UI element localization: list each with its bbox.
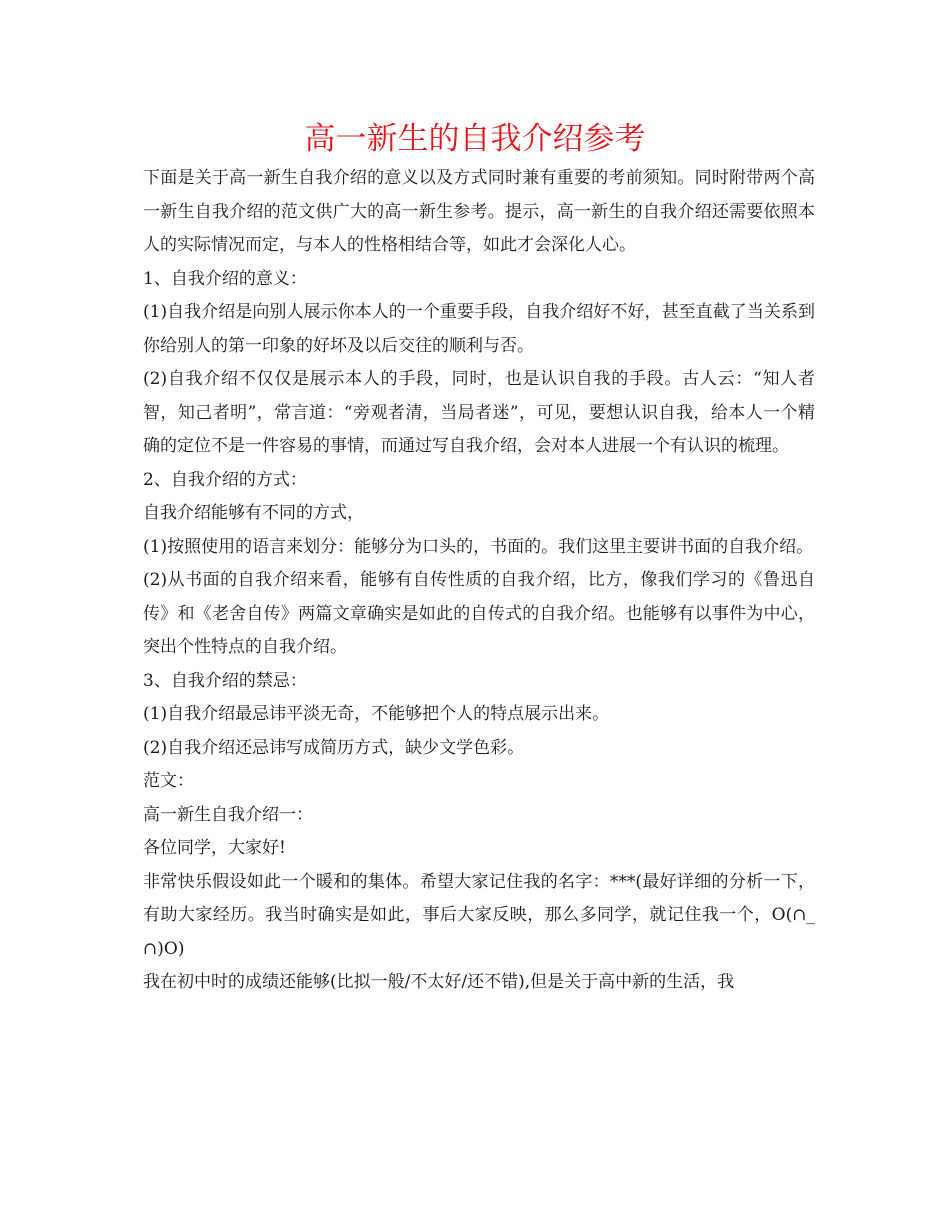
meaning-point-2: (2)自我介绍不仅仅是展示本人的手段，同时，也是认识自我的手段。古人云：“知人者智，知己者明”，常言道：“旁观者清，当局者迷”，可见，要想认识自我，给本人一个精确的定位不是一件容易的事情，而通过写自我介绍，会对本人进展一个有认识的梳理。 bbox=[143, 369, 815, 456]
example-1-heading: 高一新生自我介绍一： bbox=[143, 804, 313, 825]
intro-paragraph: 下面是关于高一新生自我介绍的意义以及方式同时兼有重要的考前须知。同时附带两个高一新生自我介绍的范文供广大的高一新生参考。提示，高一新生的自我介绍还需要依照本人的实际情况而定，与本人的性格相结合等，如此才会深化人心。 bbox=[143, 168, 815, 255]
methods-point-1: (1)按照使用的语言来划分：能够分为口头的，书面的。我们这里主要讲书面的自我介绍。 bbox=[143, 536, 814, 557]
section-heading-methods: 2、自我介绍的方式： bbox=[143, 469, 307, 490]
taboos-point-1: (1)自我介绍最忌讳平淡无奇，不能够把个人的特点展示出来。 bbox=[143, 704, 610, 724]
example-label: 范文： bbox=[143, 771, 194, 791]
example-1-paragraph-1: 非常快乐假设如此一个暖和的集体。希望大家记住我的名字：***(最好详细的分析一下，有助大家经历。我当时确实是如此，事后大家反映，那么多同学，就记住我一个，O(∩_∩)O) bbox=[143, 871, 815, 959]
document-body bbox=[143, 162, 815, 1000]
taboos-point-2: (2)自我介绍还忌讳写成简历方式，缺少文学色彩。 bbox=[143, 737, 525, 758]
section-heading-meaning: 1、自我介绍的意义： bbox=[143, 268, 307, 289]
methods-intro: 自我介绍能够有不同的方式， bbox=[143, 503, 364, 523]
section-heading-taboos: 3、自我介绍的禁忌： bbox=[143, 670, 307, 691]
document-title: 高一新生的自我介绍参考 bbox=[304, 121, 646, 157]
meaning-point-1: (1)自我介绍是向别人展示你本人的一个重要手段，自我介绍好不好，甚至直截了当关系到你给别人的第一印象的好坏及以后交往的顺利与否。 bbox=[143, 302, 815, 356]
example-1-paragraph-2: 我在初中时的成绩还能够(比拟一般/不太好/还不错),但是关于高中新的生活，我 bbox=[143, 972, 735, 992]
example-1-greeting: 各位同学，大家好! bbox=[143, 838, 286, 858]
methods-point-2: (2)从书面的自我介绍来看，能够有自传性质的自我介绍，比方，像我们学习的《鲁迅自传》和《老舍自传》两篇文章确实是如此的自传式的自我介绍。也能够有以事件为中心，突出个性特点的自我介绍。 bbox=[143, 570, 815, 657]
